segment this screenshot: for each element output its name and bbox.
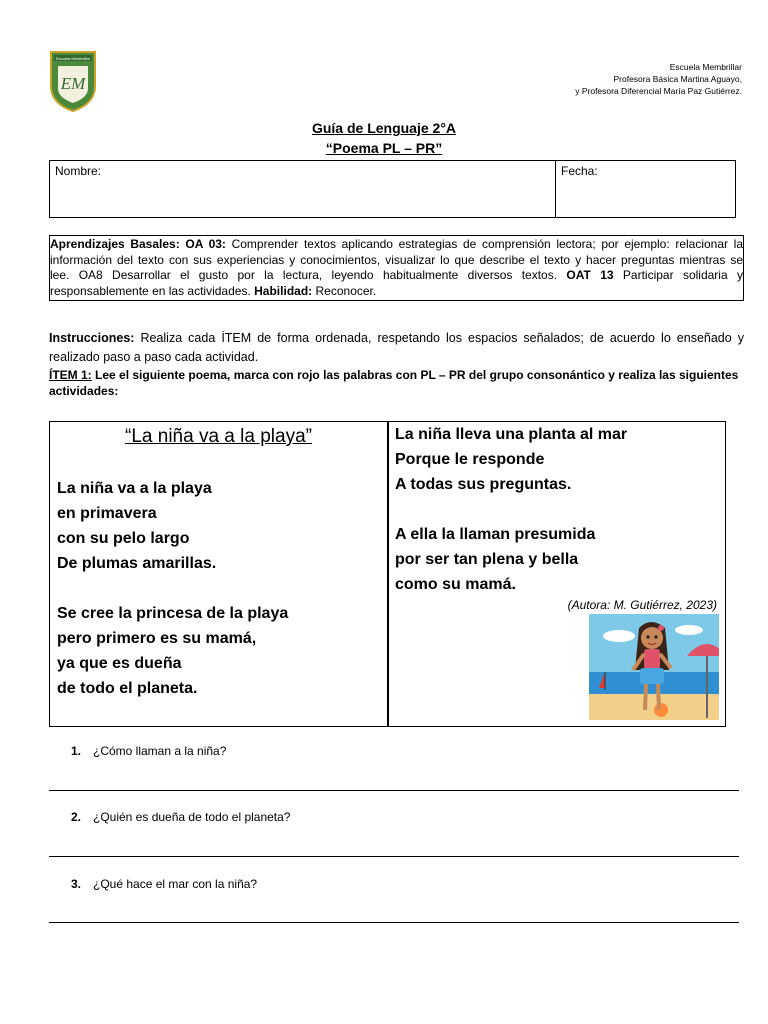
poem-line: La niña lleva una planta al mar <box>395 426 628 443</box>
answer-line-3[interactable] <box>49 922 739 923</box>
poem-line: por ser tan plena y bella <box>395 551 579 568</box>
student-info-box <box>49 160 736 218</box>
poem-line: Porque le responde <box>395 451 545 468</box>
learning-row-2: información del texto con sus experiencias y conocimientos, visualizar lo que describe el texto y hacer preguntas mientras se <box>50 252 743 267</box>
item-1-heading <box>49 367 744 399</box>
poem-line: A todas sus preguntas. <box>395 476 572 493</box>
item-1-label: ÍTEM 1: <box>49 368 92 382</box>
question-2: 2. ¿Quién es dueña de todo el planeta? <box>71 810 291 824</box>
question-1: 1. ¿Cómo llaman a la niña? <box>71 744 227 758</box>
svg-text:Escuela Membrillar: Escuela Membrillar <box>55 56 91 61</box>
instructions <box>49 329 744 367</box>
poem-author: (Autora: M. Gutiérrez, 2023) <box>567 598 717 612</box>
answer-line-2[interactable] <box>49 856 739 857</box>
poem-title: “La niña va a la playa” <box>125 426 312 447</box>
poem-line: La niña va a la playa <box>57 480 212 497</box>
learning-row-1: Aprendizajes Basales: OA 03: Comprender textos aplicando estrategias de comprensión lectora; por ejemplo: relacionar la <box>50 237 743 251</box>
poem-line: Se cree la princesa de la playa <box>57 605 289 622</box>
school-logo <box>49 50 97 112</box>
poem-line: en primavera <box>57 505 157 522</box>
poem-line: ya que es dueña <box>57 655 182 672</box>
learning-row-4: responsablemente en las actividades. Habilidad: Reconocer. <box>50 283 377 298</box>
poem-divider <box>387 422 389 726</box>
name-label: Nombre: <box>55 164 102 178</box>
poem-line: pero primero es su mamá, <box>57 630 257 647</box>
poem-line: como su mamá. <box>395 576 516 593</box>
answer-line-1[interactable] <box>49 790 739 791</box>
learning-objectives-box <box>49 235 744 301</box>
school-info <box>575 61 742 97</box>
poem-line: De plumas amarillas. <box>57 555 217 572</box>
item-1-text: Lee el siguiente poema, marca con rojo las palabras con PL – PR del grupo consonántico y realiza las siguientes actividades: <box>49 368 739 398</box>
name-field[interactable] <box>50 161 555 217</box>
school-name: Escuela Membrillar <box>669 62 742 72</box>
instructions-text: Realiza cada ÍTEM de forma ordenada, respetando los espacios señalados; de acuerdo lo enseñado y realizado paso a paso cada actividad. <box>49 331 744 364</box>
teacher-1: Profesora Básica Martina Aguayo, <box>613 74 742 84</box>
poem-line: de todo el planeta. <box>57 680 198 697</box>
guide-subtitle: “Poema PL – PR” <box>325 140 443 156</box>
question-3: 3. ¿Qué hace el mar con la niña? <box>71 877 258 891</box>
teacher-2: y Profesora Diferencial María Paz Gutiérrez. <box>575 86 742 96</box>
date-field[interactable] <box>556 161 736 217</box>
guide-title: Guía de Lenguaje 2°A <box>311 120 457 136</box>
poem-line: A ella la llaman presumida <box>395 526 596 543</box>
instructions-label: Instrucciones: <box>49 331 135 345</box>
date-label: Fecha: <box>561 164 598 178</box>
beach-girl-illustration <box>589 614 719 720</box>
poem-box <box>49 421 726 727</box>
poem-line: con su pelo largo <box>57 530 190 547</box>
svg-text:EM: EM <box>60 74 86 93</box>
learning-row-3: lee. OA8 Desarrollar el gusto por la lectura, leyendo habitualmente diversos textos. OAT 13 Participar solidaria y <box>50 268 743 282</box>
